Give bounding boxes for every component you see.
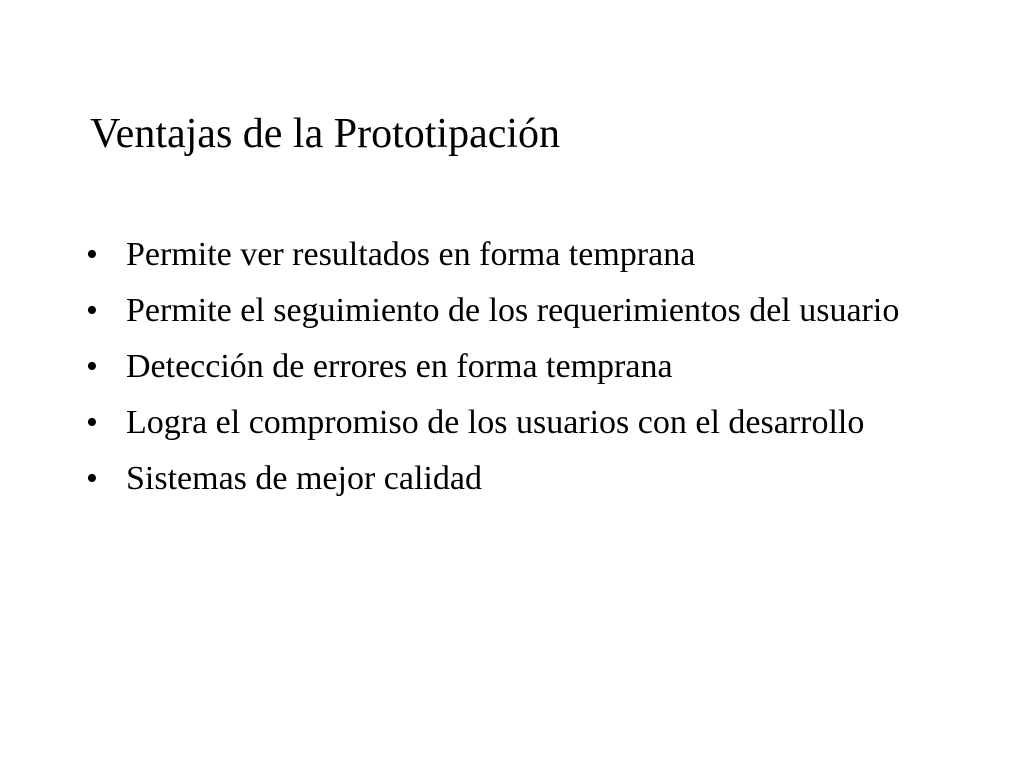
bullet-item bbox=[86, 401, 926, 444]
bullet-dot-icon: • bbox=[86, 460, 98, 497]
bullet-item bbox=[86, 289, 926, 332]
slide-title: Ventajas de la Prototipación bbox=[90, 111, 561, 157]
bullet-text: Logra el compromiso de los usuarios con el desarrollo bbox=[126, 404, 865, 441]
bullet-text: Sistemas de mejor calidad bbox=[126, 460, 482, 497]
bullet-list bbox=[86, 233, 926, 513]
bullet-item bbox=[86, 457, 926, 500]
bullet-text: Detección de errores en forma temprana bbox=[126, 348, 673, 385]
bullet-dot-icon: • bbox=[86, 292, 98, 329]
bullet-dot-icon: • bbox=[86, 236, 98, 273]
bullet-text: Permite el seguimiento de los requerimientos del usuario bbox=[126, 292, 900, 329]
bullet-dot-icon: • bbox=[86, 348, 98, 385]
bullet-dot-icon: • bbox=[86, 404, 98, 441]
bullet-item bbox=[86, 345, 926, 388]
bullet-item bbox=[86, 233, 926, 276]
bullet-text: Permite ver resultados en forma temprana bbox=[126, 236, 696, 273]
